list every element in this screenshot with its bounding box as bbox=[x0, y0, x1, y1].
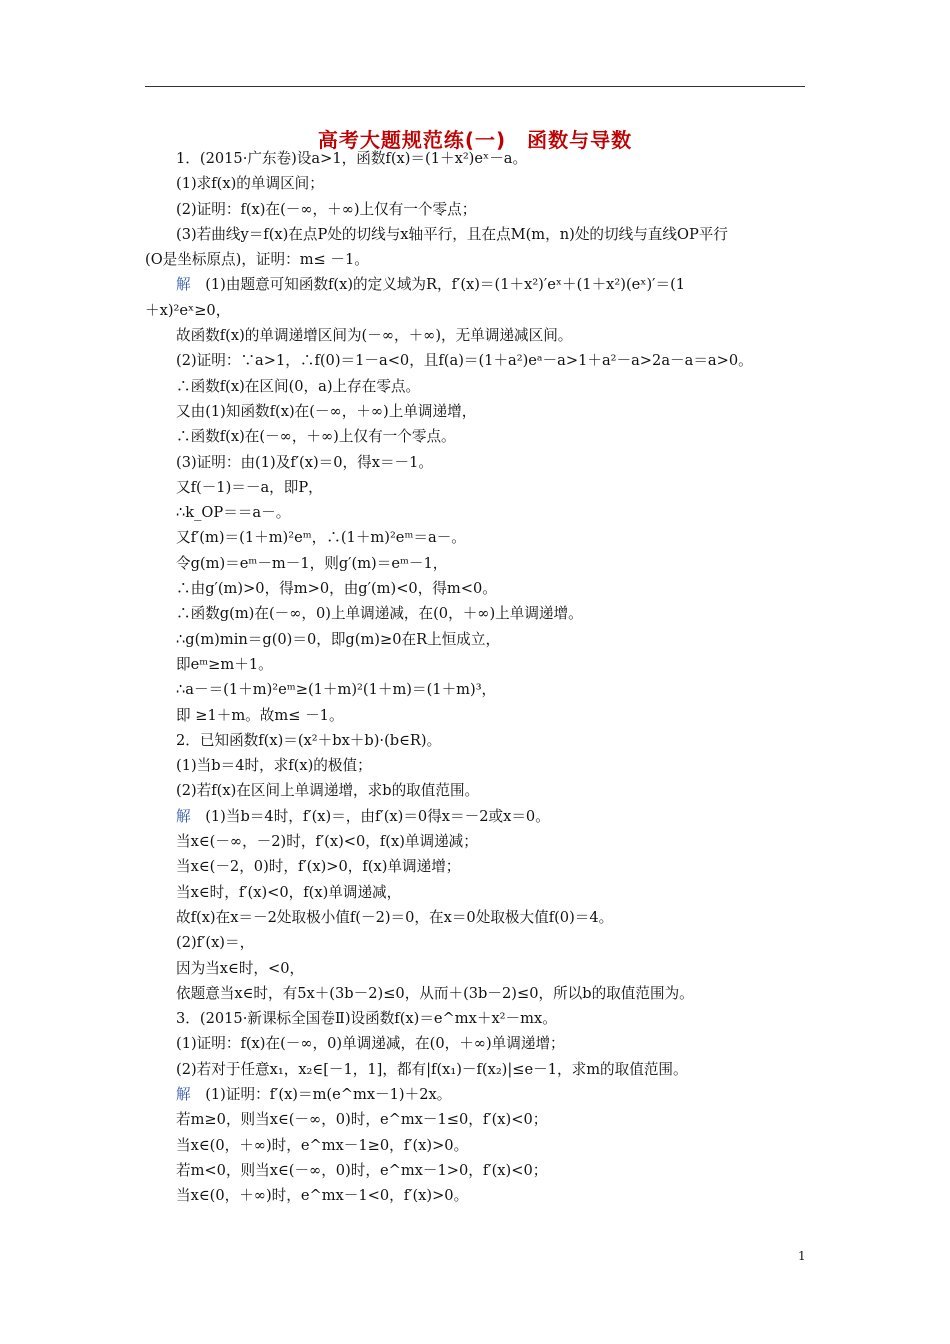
text-line bbox=[145, 1006, 809, 1031]
text-line bbox=[145, 576, 809, 601]
line-text: (O是坐标原点)，证明：m≤ －1。 bbox=[145, 251, 369, 269]
line-text: 故f(x)在x＝－2处取极小值f(－2)＝0，在x＝0处取极大值f(0)＝4。 bbox=[176, 908, 614, 926]
solution-label: 解 bbox=[176, 807, 191, 825]
text-line bbox=[145, 804, 809, 829]
line-text: ∴函数f(x)在区间(0，a)上存在零点。 bbox=[176, 377, 421, 395]
text-line bbox=[145, 146, 809, 171]
text-line bbox=[145, 197, 809, 222]
text-line bbox=[145, 551, 809, 576]
text-line bbox=[145, 374, 809, 399]
document-body bbox=[145, 146, 809, 1208]
line-text: 若m≥0，则当x∈(－∞，0)时，e^mx－1≤0，f′(x)<0； bbox=[176, 1111, 548, 1129]
line-text: 1．(2015·广东卷)设a>1，函数f(x)＝(1＋x²)eˣ－a。 bbox=[176, 150, 528, 167]
text-line bbox=[145, 627, 809, 652]
page-number: 1 bbox=[798, 1249, 806, 1263]
line-text: ∴k_OP＝＝a－。 bbox=[176, 504, 291, 522]
line-text: 当x∈(0，＋∞)时，e^mx－1<0，f′(x)>0。 bbox=[176, 1187, 469, 1205]
text-line bbox=[145, 222, 809, 247]
line-text: (2)证明：∵a>1，∴f(0)＝1－a<0，且f(a)＝(1＋a²)eᵃ－a>1＋a²－a>2a－a＝a>0。 bbox=[176, 352, 753, 370]
line-text: ∴a－＝(1＋m)²eᵐ≥(1＋m)²(1＋m)＝(1＋m)³， bbox=[176, 681, 497, 699]
line-text: 当x∈(－∞，－2)时，f′(x)<0，f(x)单调递减； bbox=[176, 833, 478, 851]
text-line bbox=[145, 450, 809, 475]
text-line bbox=[145, 1107, 809, 1132]
text-line bbox=[145, 424, 809, 449]
text-line bbox=[145, 323, 809, 348]
line-text: 即eᵐ≥m＋1。 bbox=[176, 655, 273, 673]
text-line bbox=[145, 500, 809, 525]
line-text: ∴由g′(m)>0，得m>0，由g′(m)<0，得m<0。 bbox=[176, 580, 497, 598]
line-text: 又由(1)知函数f(x)在(－∞，＋∞)上单调递增， bbox=[176, 402, 477, 420]
text-line bbox=[145, 247, 809, 272]
header-rule bbox=[145, 86, 805, 87]
text-line bbox=[145, 1082, 809, 1107]
text-line bbox=[145, 652, 809, 677]
line-text: 即 ≥1＋m。故m≤ －1。 bbox=[176, 706, 344, 724]
text-line bbox=[145, 399, 809, 424]
line-text: ∴函数f(x)在(－∞，＋∞)上仅有一个零点。 bbox=[176, 428, 456, 446]
text-line bbox=[145, 475, 809, 500]
text-line bbox=[145, 272, 809, 297]
text-line bbox=[145, 854, 809, 879]
line-text: 又f(－1)＝－a，即P， bbox=[176, 478, 323, 496]
text-line bbox=[145, 1158, 809, 1183]
text-line bbox=[145, 703, 809, 728]
text-line bbox=[145, 171, 809, 196]
line-text: 当x∈时，f′(x)<0，f(x)单调递减， bbox=[176, 883, 402, 901]
line-text: (1)当b＝4时，f′(x)＝，由f′(x)＝0得x＝－2或x＝0。 bbox=[190, 807, 550, 825]
line-text: (2)若f(x)在区间上单调递增，求b的取值范围。 bbox=[176, 782, 480, 800]
line-text: 2．已知函数f(x)＝(x²＋bx＋b)·(b∈R)。 bbox=[176, 731, 442, 749]
text-line bbox=[145, 1057, 809, 1082]
text-line bbox=[145, 778, 809, 803]
text-line bbox=[145, 1133, 809, 1158]
text-line bbox=[145, 298, 809, 323]
text-line bbox=[145, 956, 809, 981]
text-line bbox=[145, 1183, 809, 1208]
line-text: (2)f′(x)＝， bbox=[176, 934, 255, 952]
line-text: 依题意当x∈时，有5x＋(3b－2)≤0，从而＋(3b－2)≤0，所以b的取值范围为。 bbox=[176, 984, 694, 1002]
text-line bbox=[145, 601, 809, 626]
line-text: 3．(2015·新课标全国卷Ⅱ)设函数f(x)＝e^mx＋x²－mx。 bbox=[176, 1010, 557, 1028]
line-text: 因为当x∈时，<0， bbox=[176, 959, 305, 977]
line-text: (3)证明：由(1)及f′(x)＝0，得x＝－1。 bbox=[176, 453, 434, 471]
text-line bbox=[145, 728, 809, 753]
text-line bbox=[145, 829, 809, 854]
line-text: ∴g(m)min＝g(0)＝0，即g(m)≥0在R上恒成立， bbox=[176, 630, 501, 648]
text-line bbox=[145, 905, 809, 930]
text-line bbox=[145, 753, 809, 778]
text-line bbox=[145, 1031, 809, 1056]
line-text: (3)若曲线y＝f(x)在点P处的切线与x轴平行，且在点M(m，n)处的切线与直线OP平行 bbox=[176, 225, 728, 243]
text-line bbox=[145, 930, 809, 955]
line-text: (2)证明：f(x)在(－∞，＋∞)上仅有一个零点； bbox=[176, 200, 477, 218]
line-text: (1)证明：f′(x)＝m(e^mx－1)＋2x。 bbox=[190, 1085, 452, 1103]
text-line bbox=[145, 981, 809, 1006]
line-text: ＋x)²eˣ≥0， bbox=[145, 301, 231, 319]
solution-label: 解 bbox=[176, 1085, 191, 1103]
line-text: (1)当b＝4时，求f(x)的极值； bbox=[176, 757, 372, 775]
line-text: ∴函数g(m)在(－∞，0)上单调递减，在(0，＋∞)上单调递增。 bbox=[176, 605, 583, 623]
line-text: 令g(m)＝eᵐ－m－1，则g′(m)＝eᵐ－1， bbox=[176, 554, 448, 572]
solution-label: 解 bbox=[176, 276, 191, 294]
text-line bbox=[145, 348, 809, 373]
text-line bbox=[145, 525, 809, 550]
line-text: (1)证明：f(x)在(－∞，0)单调递减，在(0，＋∞)单调递增； bbox=[176, 1035, 565, 1053]
line-text: 当x∈(－2，0)时，f′(x)>0，f(x)单调递增； bbox=[176, 858, 461, 876]
text-line bbox=[145, 677, 809, 702]
line-text: 当x∈(0，＋∞)时，e^mx－1≥0，f′(x)>0。 bbox=[176, 1136, 469, 1154]
line-text: (1)求f(x)的单调区间； bbox=[176, 175, 324, 193]
line-text: 若m<0，则当x∈(－∞，0)时，e^mx－1>0，f′(x)<0； bbox=[176, 1161, 548, 1179]
line-text: (1)由题意可知函数f(x)的定义域为R，f′(x)＝(1＋x²)′eˣ＋(1＋x²)(eˣ)′＝(1 bbox=[190, 276, 686, 294]
text-line bbox=[145, 880, 809, 905]
line-text: 又f′(m)＝(1＋m)²eᵐ，∴(1＋m)²eᵐ＝a－。 bbox=[176, 529, 466, 547]
line-text: (2)若对于任意x₁，x₂∈[－1，1]，都有|f(x₁)－f(x₂)|≤e－1，求m的取值范围。 bbox=[176, 1060, 688, 1078]
line-text: 故函数f(x)的单调递增区间为(－∞，＋∞)，无单调递减区间。 bbox=[176, 327, 573, 345]
page-title: 高考大题规范练(一) 函数与导数 bbox=[317, 128, 633, 152]
